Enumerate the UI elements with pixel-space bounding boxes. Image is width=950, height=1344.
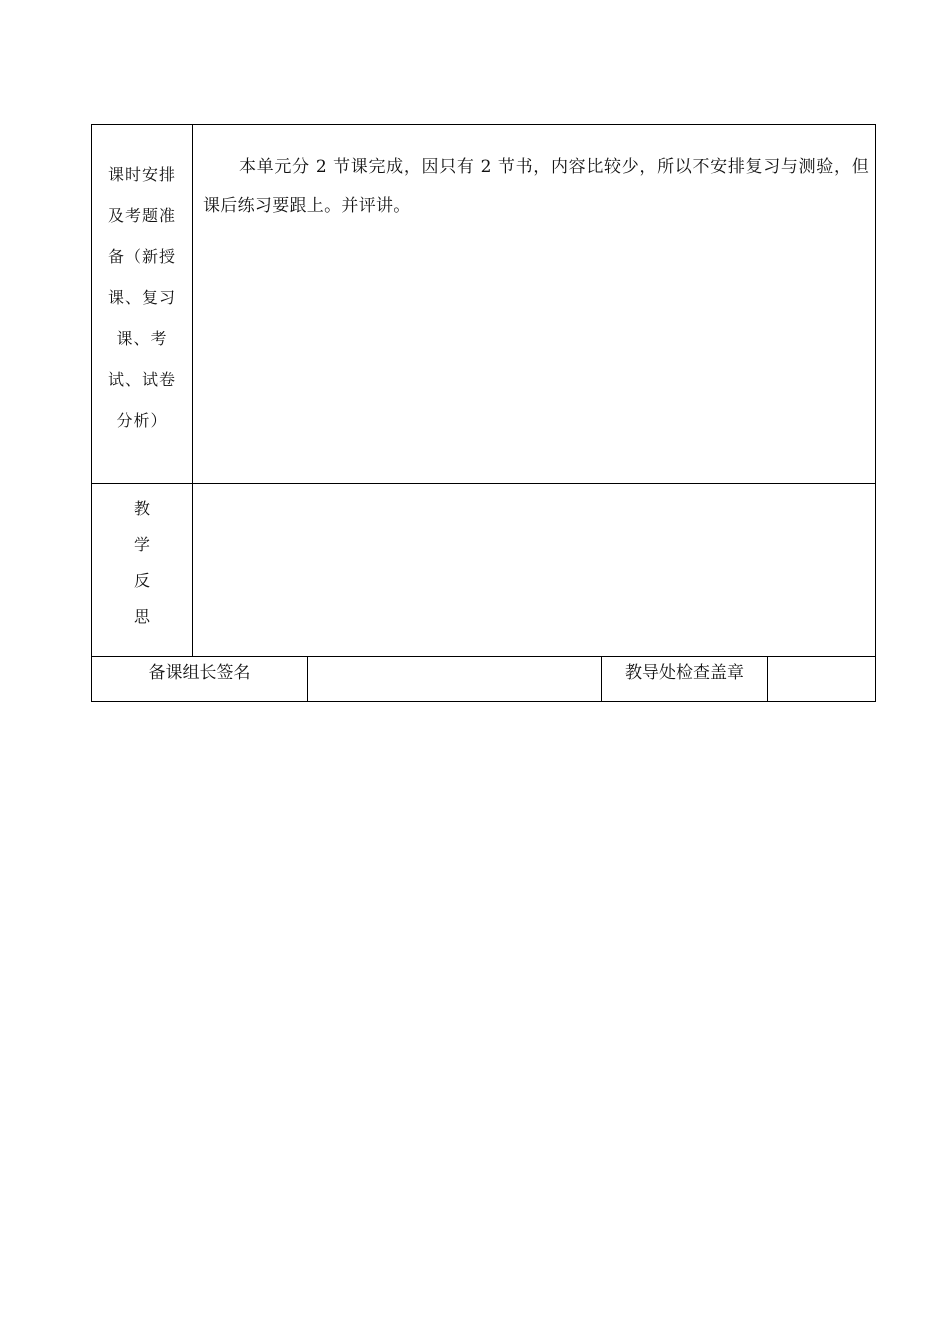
- arrangement-label-line: 分析）: [116, 411, 168, 430]
- office-stamp-label: 教导处检查盖章: [625, 663, 744, 683]
- arrangement-label-line: 试、试卷: [107, 370, 176, 389]
- group-leader-signature-field[interactable]: [308, 656, 601, 690]
- arrangement-label-line: 及考题准: [107, 206, 176, 225]
- office-stamp-field[interactable]: [768, 656, 875, 690]
- reflection-label-char: 反: [133, 571, 150, 590]
- group-leader-signature-label: 备课组长签名: [148, 663, 251, 683]
- arrangement-label: [101, 154, 183, 441]
- reflection-content[interactable]: [200, 490, 868, 650]
- arrangement-content[interactable]: 本单元分 2 节课完成，因只有 2 节书，内容比较少，所以不安排复习与测验，但课后练习要跟上。并评讲。: [203, 157, 869, 216]
- arrangement-label-line: 课、考: [116, 329, 168, 348]
- label-column-divider: [192, 124, 193, 657]
- reflection-label-char: 思: [133, 607, 150, 626]
- reflection-label-char: 教: [133, 499, 150, 518]
- arrangement-label-line: 课时安排: [107, 165, 176, 184]
- arrangement-label-line: 备（新授: [107, 247, 176, 266]
- reflection-label-char: 学: [133, 535, 150, 554]
- reflection-label: [101, 491, 183, 635]
- arrangement-label-line: 课、复习: [107, 288, 176, 307]
